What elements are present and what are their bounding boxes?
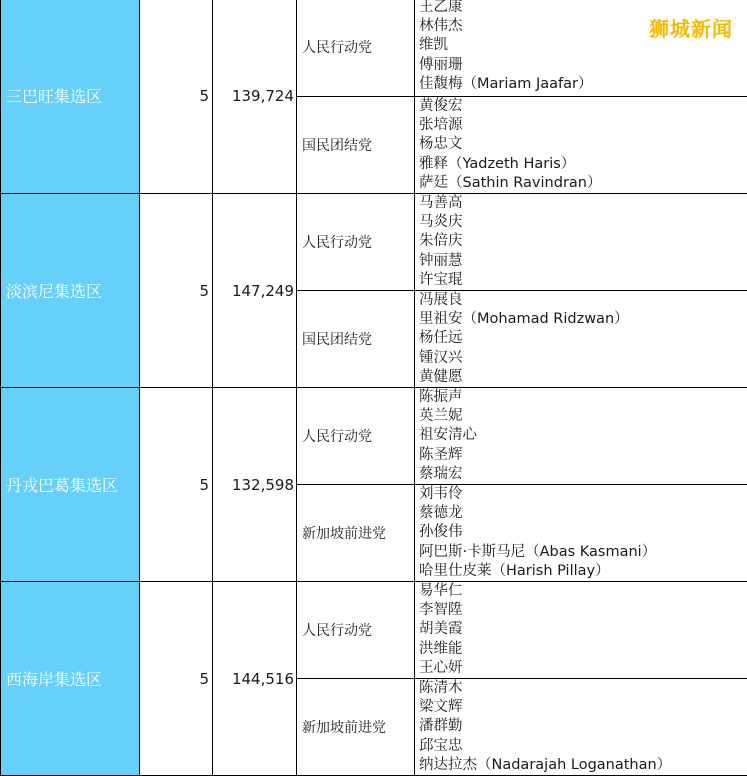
party-cell: 新加坡前进党: [297, 679, 415, 776]
seats-cell: 5: [140, 0, 213, 194]
candidate-name: 蔡瑞宏: [419, 465, 747, 484]
voters-cell: 139,724: [213, 0, 297, 194]
candidate-name: 李智陞: [419, 601, 747, 620]
candidate-name: 陈振声: [419, 388, 747, 407]
constituency-cell: 丹戎巴葛集选区: [1, 388, 140, 582]
candidate-name: 朱倍庆: [419, 232, 747, 251]
candidate-name: 纳达拉杰（Nadarajah Loganathan）: [419, 756, 747, 775]
candidate-name: 钟丽慧: [419, 252, 747, 271]
party-cell: 国民团结党: [297, 291, 415, 388]
candidate-name: 杨任远: [419, 329, 747, 348]
candidate-name: 刘韦伶: [419, 485, 747, 504]
party-cell: 新加坡前进党: [297, 485, 415, 582]
candidate-name: 林伟杰: [419, 17, 747, 36]
candidate-name: 洪维能: [419, 640, 747, 659]
candidate-name: 佳馥梅（Mariam Jaafar）: [419, 75, 747, 94]
party-cell: 人民行动党: [297, 194, 415, 291]
candidate-name: 英兰妮: [419, 407, 747, 426]
candidate-name: 马炎庆: [419, 213, 747, 232]
voters-cell: 147,249: [213, 194, 297, 388]
candidate-name: 王心妍: [419, 659, 747, 678]
candidate-name: 维凯: [419, 36, 747, 55]
candidate-name: 王乙康: [419, 0, 747, 17]
candidates-cell: [415, 679, 747, 776]
candidate-name: 马善高: [419, 194, 747, 213]
candidate-name: 梁文辉: [419, 698, 747, 717]
candidate-name: 杨忠文: [419, 135, 747, 154]
candidate-name: 黄健愿: [419, 368, 747, 387]
candidates-cell: [415, 582, 747, 679]
candidate-name: 陈清木: [419, 679, 747, 698]
candidate-name: 冯展良: [419, 291, 747, 310]
candidates-cell: [415, 388, 747, 485]
seats-cell: 5: [140, 388, 213, 582]
candidate-name: 雅释（Yadzeth Haris）: [419, 155, 747, 174]
candidates-cell: [415, 291, 747, 388]
party-cell: 国民团结党: [297, 97, 415, 194]
candidate-name: 邱宝忠: [419, 737, 747, 756]
candidate-name: 哈里仕皮莱（Harish Pillay）: [419, 562, 747, 581]
candidate-name: 张培源: [419, 116, 747, 135]
seats-cell: 5: [140, 582, 213, 776]
candidate-name: 许宝琨: [419, 271, 747, 290]
candidate-name: 祖安清心: [419, 426, 747, 445]
party-cell: 人民行动党: [297, 388, 415, 485]
candidate-name: 里祖安（Mohamad Ridzwan）: [419, 310, 747, 329]
candidate-name: 傅丽珊: [419, 56, 747, 75]
candidates-cell: [415, 194, 747, 291]
candidate-name: 蔡德龙: [419, 504, 747, 523]
party-cell: 人民行动党: [297, 582, 415, 679]
candidates-cell: [415, 97, 747, 194]
watermark-logo: 狮城新闻: [649, 13, 733, 42]
constituency-cell: 西海岸集选区: [1, 582, 140, 776]
seats-cell: 5: [140, 194, 213, 388]
party-row: [1, 194, 747, 291]
candidate-name: 黄俊宏: [419, 97, 747, 116]
constituency-cell: 淡滨尼集选区: [1, 194, 140, 388]
candidate-name: 陈圣辉: [419, 446, 747, 465]
party-cell: 人民行动党: [297, 0, 415, 97]
candidate-name: 潘群勤: [419, 717, 747, 736]
party-row: [1, 582, 747, 679]
candidate-name: 孙俊伟: [419, 523, 747, 542]
voters-cell: 132,598: [213, 388, 297, 582]
candidates-cell: [415, 485, 747, 582]
party-row: [1, 388, 747, 485]
party-row: [1, 0, 747, 97]
voters-cell: 144,516: [213, 582, 297, 776]
candidate-name: 易华仁: [419, 582, 747, 601]
candidate-name: 锺汉兴: [419, 349, 747, 368]
candidate-name: 阿巴斯·卡斯马尼（Abas Kasmani）: [419, 543, 747, 562]
constituency-cell: 三巴旺集选区: [1, 0, 140, 194]
candidate-name: 萨廷（Sathin Ravindran）: [419, 174, 747, 193]
candidate-name: 胡美霞: [419, 620, 747, 639]
